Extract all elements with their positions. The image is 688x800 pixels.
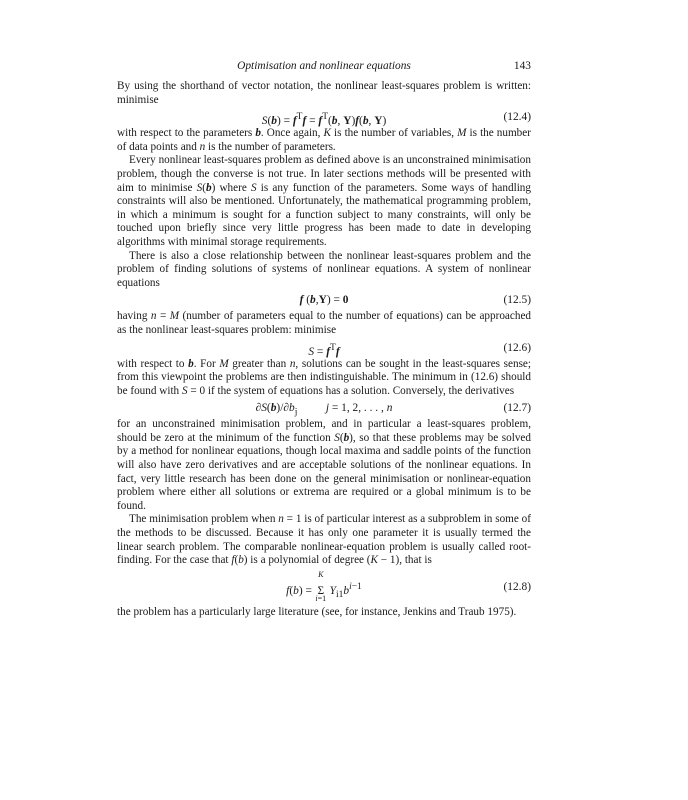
- paragraph-intro: By using the shorthand of vector notation, the nonlinear least-squares problem is written: minimise: [117, 80, 531, 106]
- equation-12-7-body: $\partial S(b)/\partial b_j$ j = 1, 2, . . . , n: [255, 402, 393, 418]
- paragraph-having: having n = M (number of parameters equal to the number of equations) can be approached as the nonlinear least-squares problem: minimise: [117, 310, 532, 336]
- running-header: [117, 60, 531, 80]
- equation-12-5-number: (12.5): [503, 294, 531, 307]
- equation-12-6-body: $S = f^Tf$: [308, 342, 340, 358]
- paragraph-unconstrained: Every nonlinear least-squares problem as defined above is an unconstrained minimisation problem, though the converse is not true. In later sections methods will be presented with aim to minimise S(b) where S is any function of the parameters. Some ways of handling constraints will also be mentioned. Unfortunately, the mathematical programming problem, in which a minimum is sought for a function subject to many constraints, will only be touched upon briefly since very little progress has been made to date in developing algorithms with minimal storage requirements.: [117, 154, 531, 248]
- equation-12-5: [117, 291, 531, 309]
- paragraph-least-squares-sense: with respect to b. For M greater than n, solutions can be sought in the least-squares sense; from this viewpoint the problems are then indistinguishable. The minimum in (12.6) should be found with S = 0 if the system of equations has a solution. Conversely, the derivatives: [117, 357, 531, 397]
- equation-12-6-number: (12.6): [503, 341, 531, 354]
- book-page: [117, 60, 531, 619]
- equation-12-7-number: (12.7): [503, 402, 531, 415]
- equation-12-8: [117, 569, 531, 605]
- running-title: Optimisation and nonlinear equations: [237, 60, 411, 72]
- equation-12-8-body: f(b) = K Σ i=1 $Y_{i1}b^{i-1}$: [286, 569, 362, 603]
- paragraph-literature: the problem has a particularly large literature (see, for instance, Jenkins and Traub 1975).: [117, 605, 517, 618]
- equation-12-4-number: (12.4): [503, 111, 531, 124]
- paragraph-relationship: There is also a close relationship between the nonlinear least-squares problem and the problem of finding solutions of systems of nonlinear equations. A system of nonlinear equations: [117, 249, 531, 289]
- summation-sign: K Σ i=1: [315, 569, 327, 603]
- paragraph-linear-search: The minimisation problem when n = 1 is of particular interest as a subproblem in some of the methods to be discussed. Because it has only one parameter it is usually termed the linear search problem. The comparable nonlinear-equation problem is usually called root-finding. For the case that f(b) is a polynomial of degree (K − 1), that is: [117, 513, 531, 567]
- equation-12-7: [117, 399, 531, 417]
- equation-12-5-body: f (b,Y) = 0: [299, 294, 349, 307]
- page-number: 143: [513, 60, 531, 72]
- equation-12-6: [117, 339, 531, 357]
- equation-12-4-body: $S(b) = f^Tf = f^T(b$, Y)f(b, Y): [261, 112, 387, 127]
- paragraph-unconstrained-minimisation: for an unconstrained minimisation problem, and in particular a least-squares problem, should be zero at the minimum of the function S(b), so that these problems may be solved by a method for nonlinear equations, though local maxima and saddle points of the function will also have zero derivatives and are acceptable solutions of the nonlinear equations. In fact, very little research has been done on the general minimisation or nonlinear-equation problem where either all solutions or extrema are required or a global minimum is to be found.: [117, 418, 531, 512]
- paragraph-definitions: with respect to the parameters b. Once again, K is the number of variables, M is the number of data points and n is the number of parameters.: [117, 127, 531, 153]
- equation-12-8-number: (12.8): [503, 580, 531, 593]
- equation-12-4: [117, 108, 531, 126]
